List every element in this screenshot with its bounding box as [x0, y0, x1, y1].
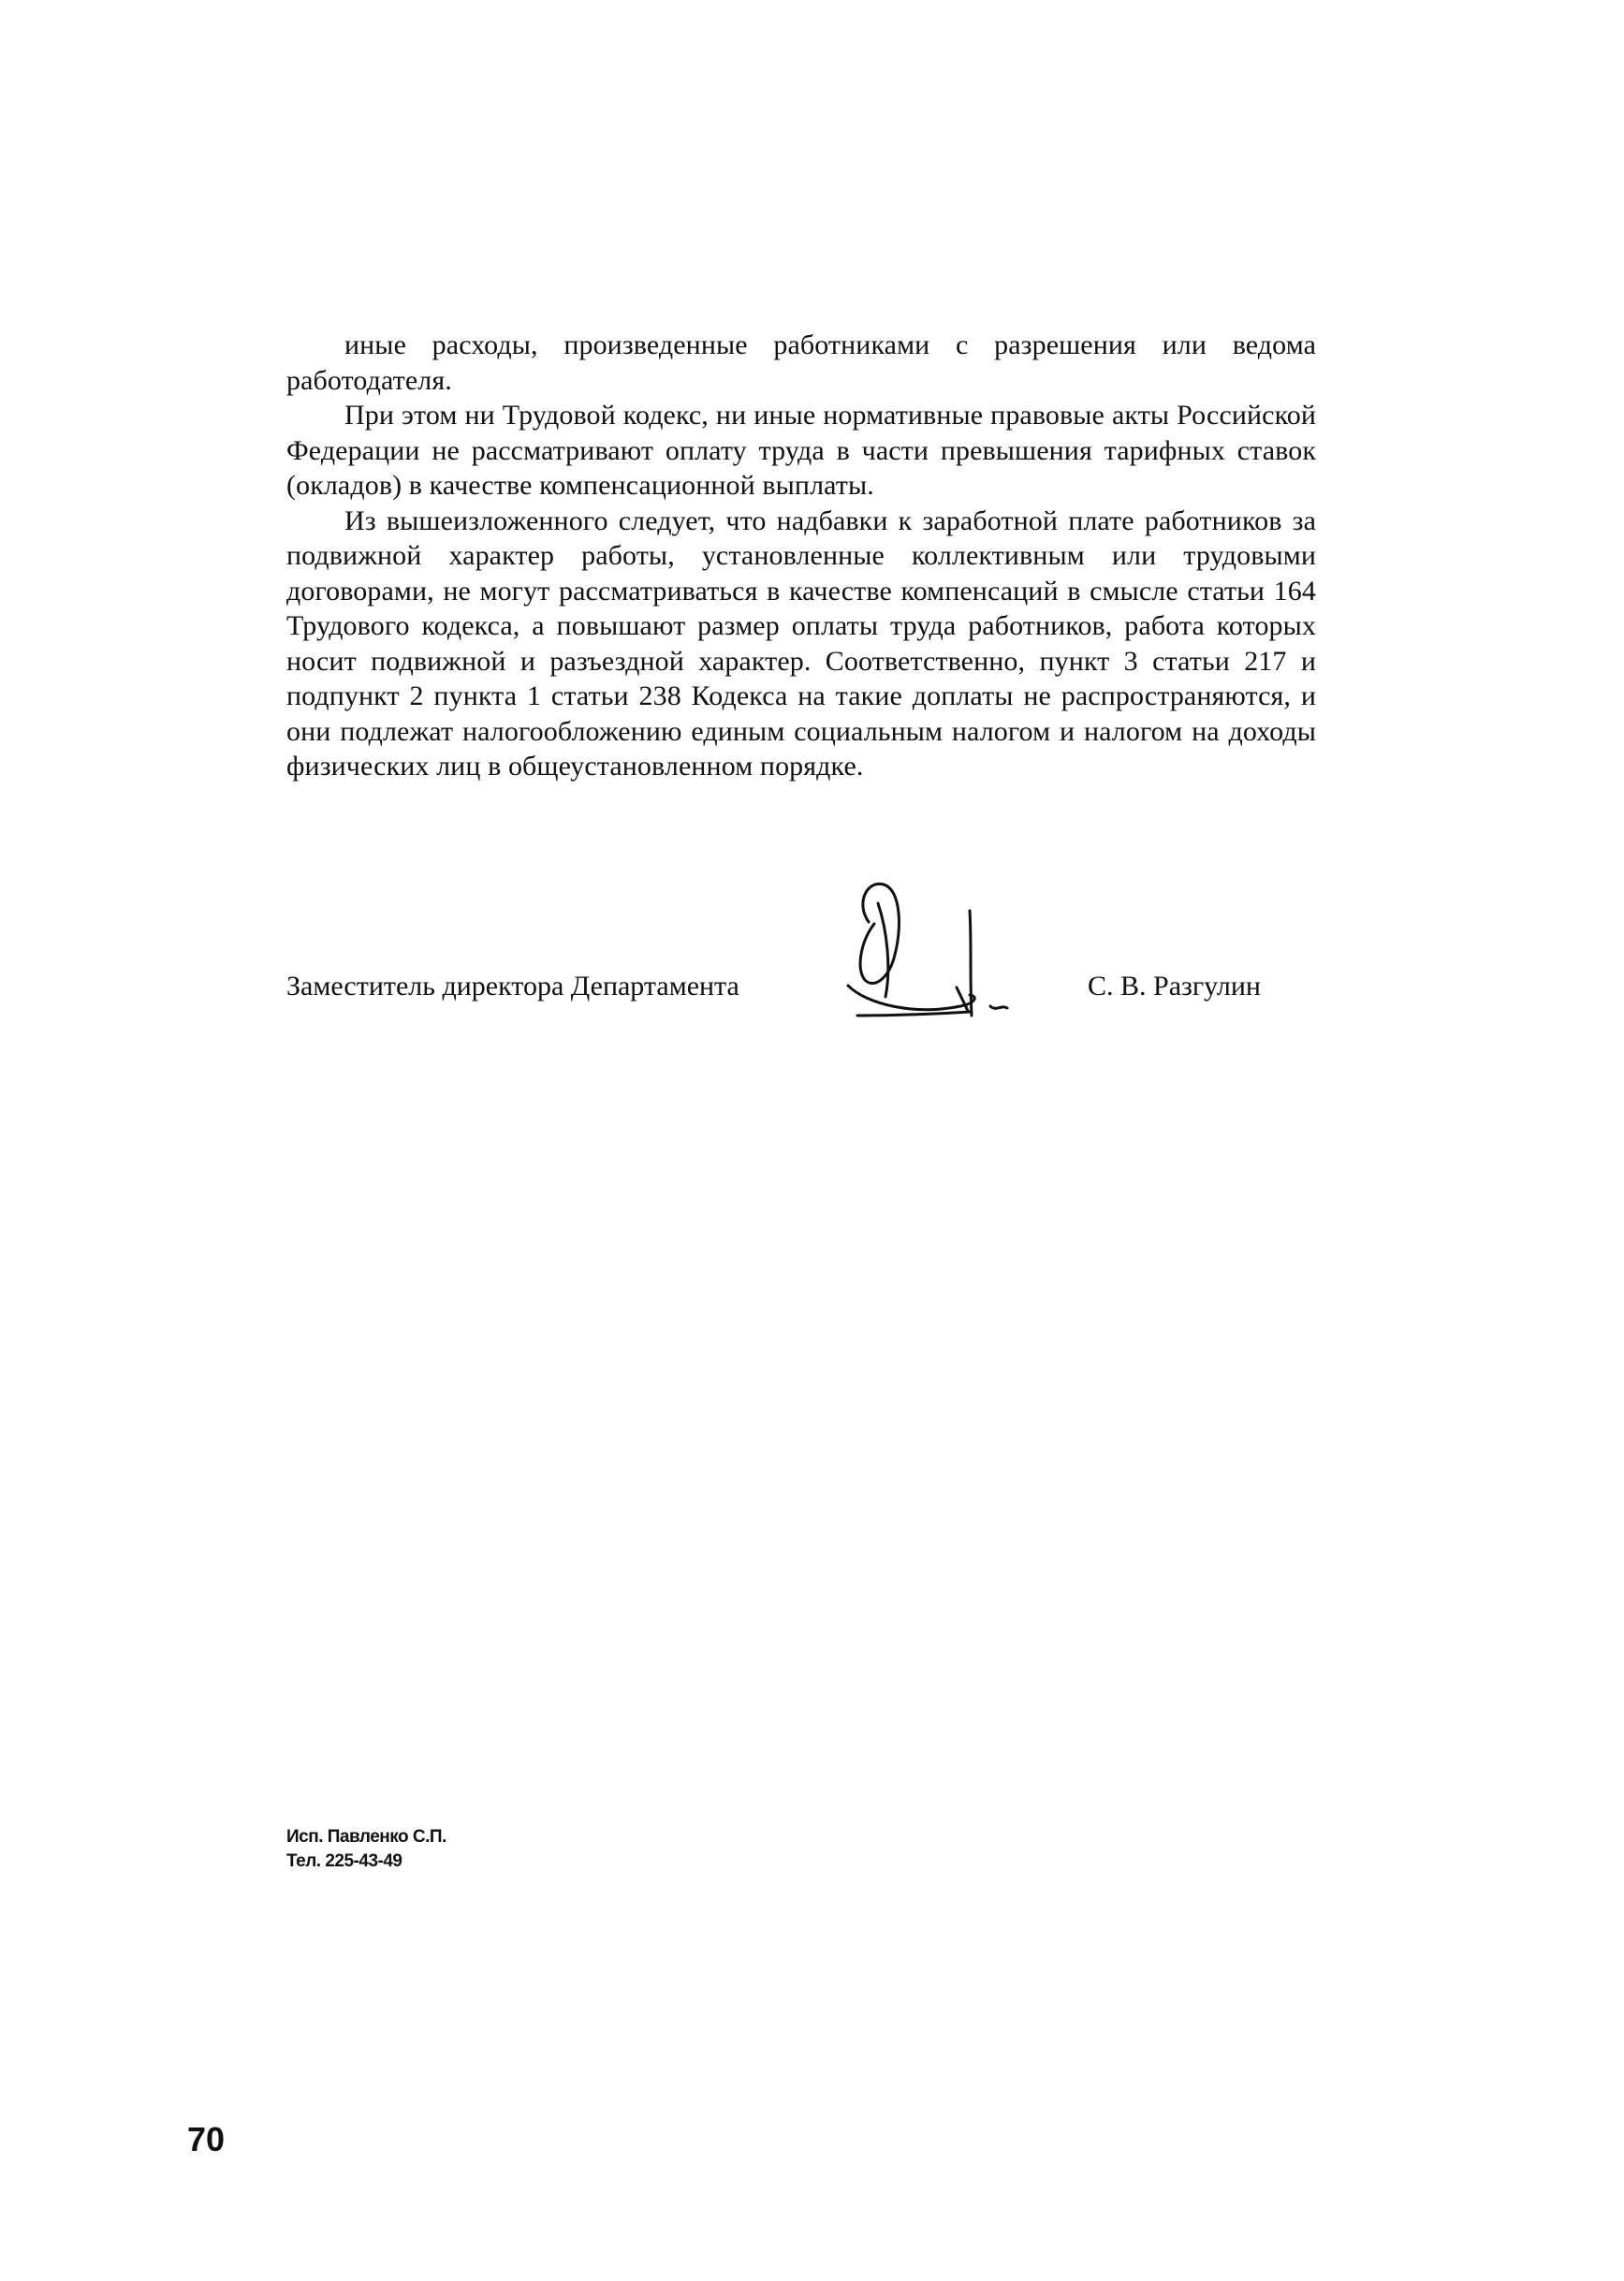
paragraph-tax-code: При этом ни Трудовой кодекс, ни иные нормативные правовые акты Российской Федерации не рассматривают оплату труда в части превышения тарифных ставок (окладов) в качестве компенсационной выплаты. [286, 400, 1316, 501]
letter-body [286, 328, 1316, 784]
executor-note [286, 1825, 446, 1874]
executor-name: Исп. Павленко С.П. [286, 1827, 446, 1847]
executor-phone: Тел. 225-43-49 [286, 1851, 402, 1871]
signatory-name: С. В. Разгулин [1088, 971, 1261, 1002]
handwritten-signature [829, 875, 1054, 1034]
paragraph-conclusion: Из вышеизложенного следует, что надбавки к заработной плате работников за подвижной характер работы, установленные коллективным или трудовыми договорами, не могут рассматриваться в качестве компенсаций в смысле статьи 164 Трудового кодекса, а повышают размер оплаты труда работников, работа которых носит подвижной и разъездной характер. Соответственно, пункт 3 статьи 217 и подпункт 2 пункта 1 статьи 238 Кодекса на такие доплаты не распространяются, и они подлежат налогообложению единым социальным налогом и налогом на доходы физических лиц в общеустановленном порядке. [286, 504, 1316, 782]
page-number: 70 [187, 2120, 226, 2158]
signature-block [286, 866, 1316, 1034]
paragraph-continued: иные расходы, произведенные работниками с разрешения или ведома работодателя. [286, 329, 1316, 396]
signatory-position: Заместитель директора Департамента [286, 971, 739, 1002]
